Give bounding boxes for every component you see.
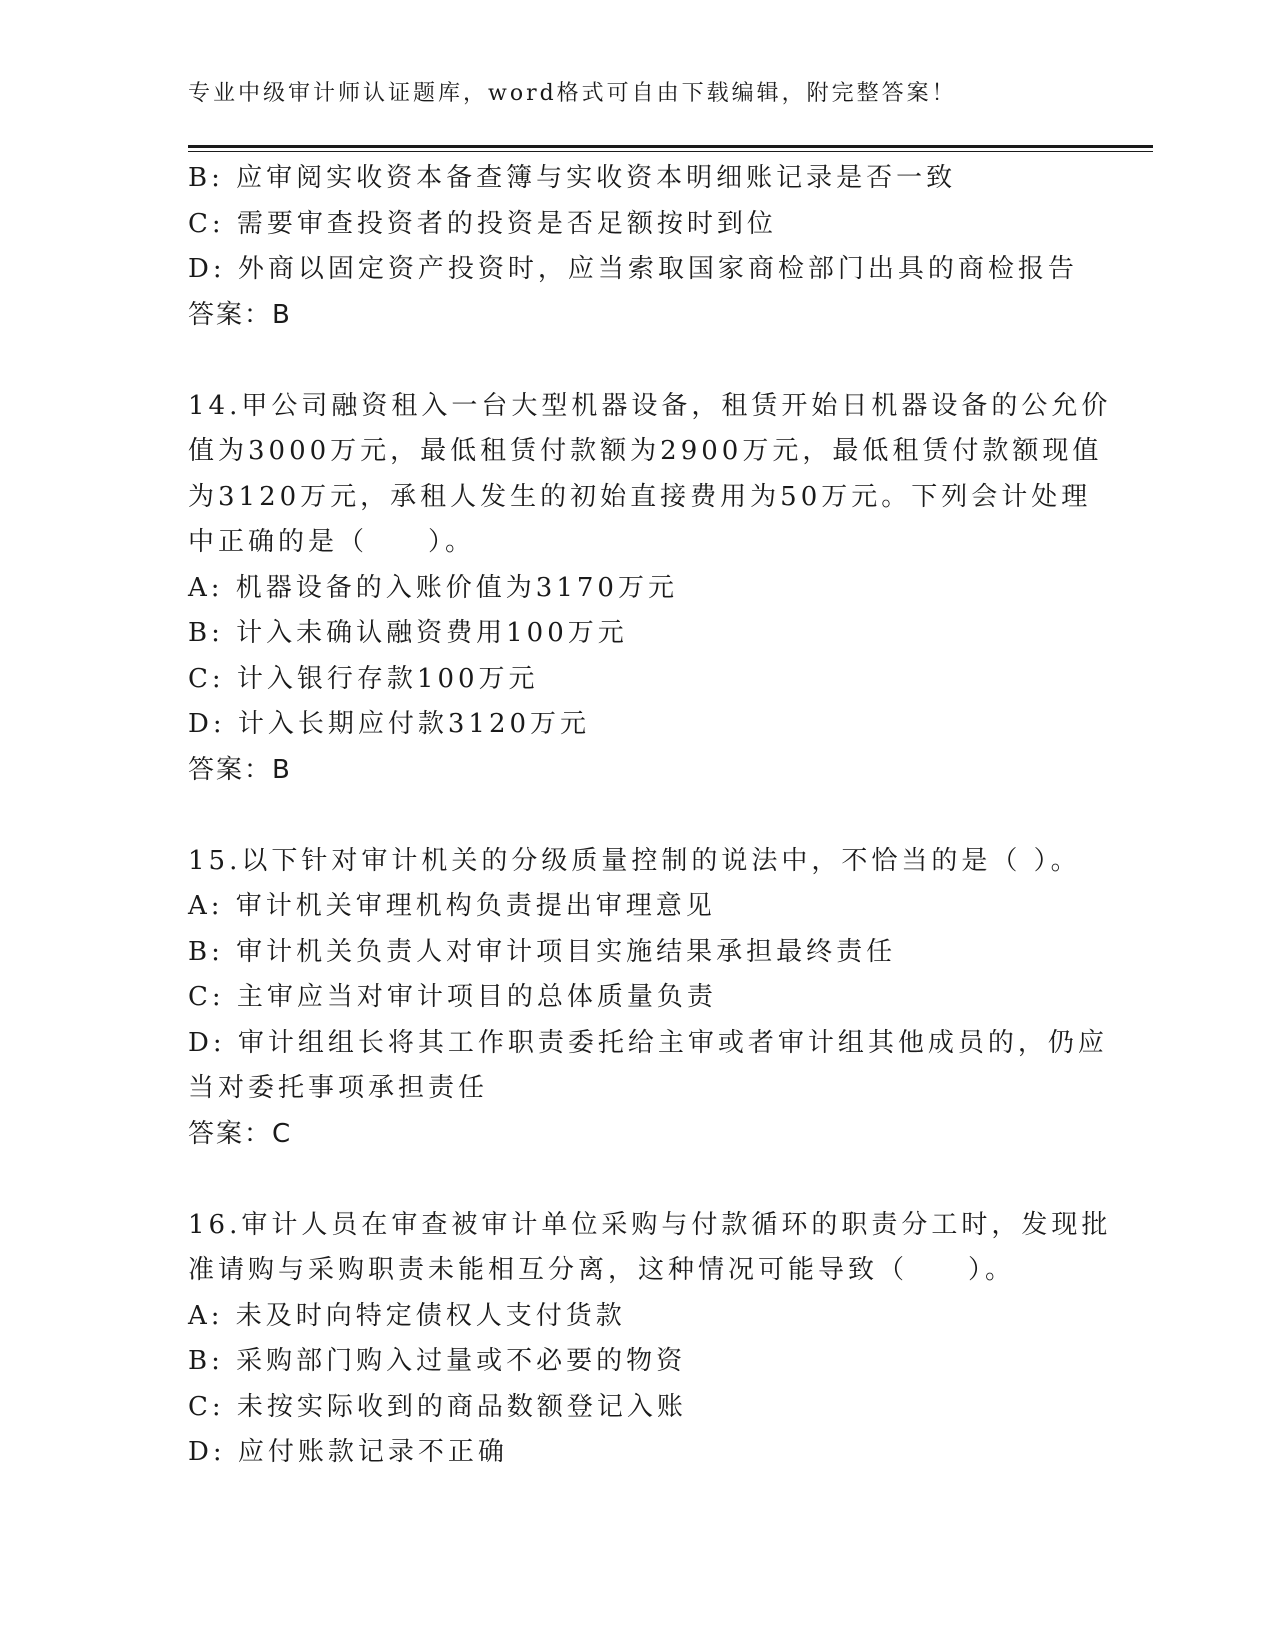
spacer [188,1157,1078,1203]
option-b: B: 应审阅实收资本备查簿与实收资本明细账记录是否一致 [188,163,957,193]
option-a: A: 审计机关审理机构负责提出审理意见 [188,891,716,921]
answer: 答案：B [188,299,292,330]
question-13 [188,156,1078,338]
question-stem-line: 为3120万元，承租人发生的初始直接费用为50万元。下列会计处理 [188,481,1092,512]
option-c: C: 未按实际收到的商品数额登记入账 [188,1391,687,1422]
spacer [188,793,1078,839]
option-a: A: 机器设备的入账价值为3170万元 [188,572,678,603]
option-d: D: 计入长期应付款3120万元 [188,709,591,739]
document-body [188,156,1112,1476]
option-d: D: 应付账款记录不正确 [188,1437,508,1467]
option-c: C: 计入银行存款100万元 [188,663,539,694]
option-a: A: 未及时向特定债权人支付货款 [188,1300,626,1331]
answer: 答案：C [188,1118,293,1149]
question-stem-line: 15.以下针对审计机关的分级质量控制的说法中，不恰当的是（ ）。 [188,845,1081,876]
question-stem-line: 准请购与采购职责未能相互分离，这种情况可能导致（ ）。 [188,1255,1016,1285]
question-15 [188,839,1108,1158]
question-stem-line: 值为3000万元，最低租赁付款额为2900万元，最低租赁付款额现值 [188,436,1103,466]
option-b: B: 审计机关负责人对审计项目实施结果承担最终责任 [188,936,897,967]
option-c: C: 主审应当对审计项目的总体质量负责 [188,982,717,1012]
header-rule-thick [188,145,1153,148]
answer: 答案：B [188,754,292,785]
question-stem-line: 中正确的是（ ）。 [188,527,476,557]
option-c: C: 需要审查投资者的投资是否足额按时到位 [188,208,777,239]
question-16 [188,1203,1112,1476]
option-d: D: 审计组组长将其工作职责委托给主审或者审计组其他成员的，仍应 [188,1027,1108,1058]
spacer [188,338,1078,384]
question-14 [188,384,1112,794]
option-b: B: 采购部门购入过量或不必要的物资 [188,1346,687,1376]
option-d-continued: 当对委托事项承担责任 [188,1073,489,1103]
header-rule-thin [188,151,1153,152]
page-header: 专业中级审计师认证题库，word格式可自由下载编辑，附完整答案！ [188,81,957,106]
question-stem-line: 14.甲公司融资租入一台大型机器设备，租赁开始日机器设备的公允价 [188,390,1112,421]
question-stem-line: 16.审计人员在审查被审计单位采购与付款循环的职责分工时，发现批 [188,1209,1112,1240]
option-b: B: 计入未确认融资费用100万元 [188,618,628,648]
option-d: D: 外商以固定资产投资时，应当索取国家商检部门出具的商检报告 [188,254,1078,284]
